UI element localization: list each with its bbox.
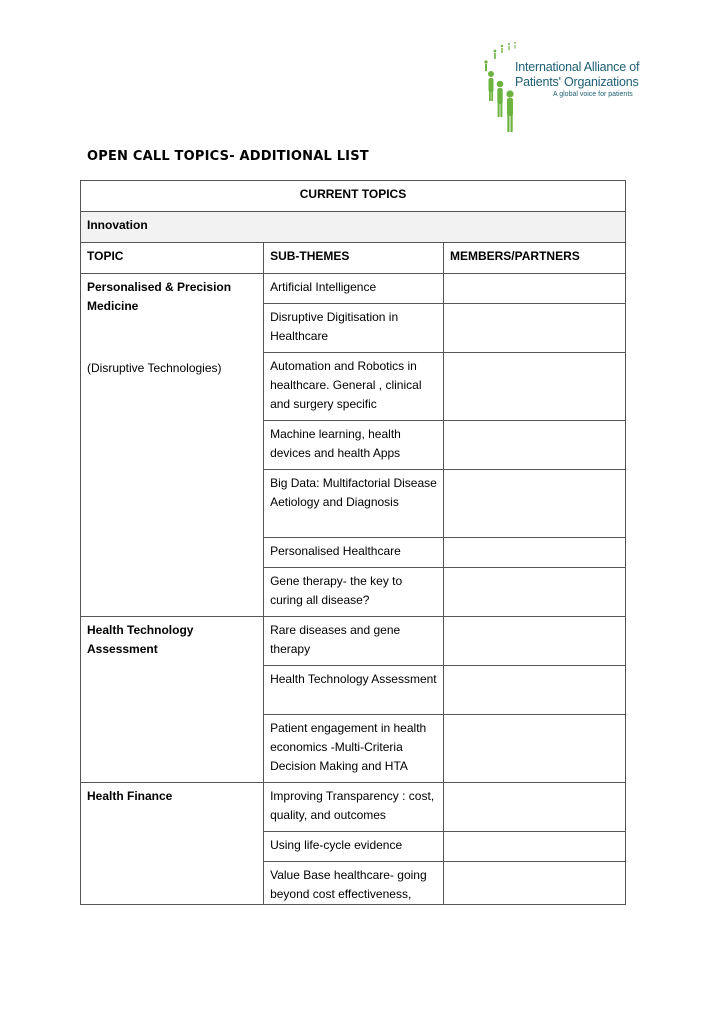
subtheme-cell: Using life-cycle evidence [264, 832, 444, 862]
subtheme-cell: Machine learning, health devices and health Apps [264, 421, 444, 470]
subtheme-cell: Improving Transparency : cost, quality, and outcomes [264, 783, 444, 832]
topic-cell [81, 274, 264, 617]
topic-title: Health Finance [87, 789, 173, 803]
table-row [81, 274, 626, 304]
members-cell [443, 862, 625, 905]
table-row [81, 783, 626, 832]
topics-table [80, 180, 626, 905]
subtheme-cell: Artificial Intelligence [264, 274, 444, 304]
subtheme-cell: Rare diseases and gene therapy [264, 617, 444, 666]
iapo-logo [482, 40, 642, 136]
column-header-subthemes: SUB-THEMES [264, 243, 444, 274]
members-cell [443, 832, 625, 862]
topic-title: Health Technology Assessment [87, 623, 194, 656]
subtheme-cell: Big Data: Multifactorial Disease Aetiology and Diagnosis [264, 470, 444, 538]
subtheme-cell: Disruptive Digitisation in Healthcare [264, 304, 444, 353]
section-row [81, 212, 626, 243]
members-cell [443, 538, 625, 568]
members-cell [443, 353, 625, 421]
table-banner: CURRENT TOPICS [81, 181, 626, 212]
column-header-topic: TOPIC [81, 243, 264, 274]
members-cell [443, 568, 625, 617]
subtheme-cell: Automation and Robotics in healthcare. General , clinical and surgery specific [264, 353, 444, 421]
members-cell [443, 421, 625, 470]
logo-line-1: International Alliance of [515, 60, 640, 74]
subtheme-cell: Personalised Healthcare [264, 538, 444, 568]
document-title: OPEN CALL TOPICS- ADDITIONAL LIST [87, 149, 369, 164]
table-row [81, 617, 626, 666]
topic-note: (Disruptive Technologies) [87, 361, 222, 375]
members-cell [443, 274, 625, 304]
table-banner-row [81, 181, 626, 212]
members-cell [443, 783, 625, 832]
members-cell [443, 470, 625, 538]
members-cell [443, 304, 625, 353]
section-title: Innovation [81, 212, 626, 243]
members-cell [443, 715, 625, 783]
topic-title: Personalised & Precision Medicine [87, 280, 232, 313]
topic-cell [81, 783, 264, 905]
subtheme-cell: Gene therapy- the key to curing all disease? [264, 568, 444, 617]
header-row [81, 243, 626, 274]
logo-line-2: Patients' Organizations [515, 75, 639, 89]
topic-cell [81, 617, 264, 783]
column-header-members: MEMBERS/PARTNERS [443, 243, 625, 274]
members-cell [443, 617, 625, 666]
subtheme-cell: Patient engagement in health economics -Multi-Criteria Decision Making and HTA [264, 715, 444, 783]
members-cell [443, 666, 625, 715]
subtheme-cell: Health Technology Assessment [264, 666, 444, 715]
logo-wordmark [515, 60, 639, 100]
subtheme-cell: Value Base healthcare- going beyond cost effectiveness, [264, 862, 444, 905]
logo-tagline: A global voice for patients [553, 91, 633, 98]
